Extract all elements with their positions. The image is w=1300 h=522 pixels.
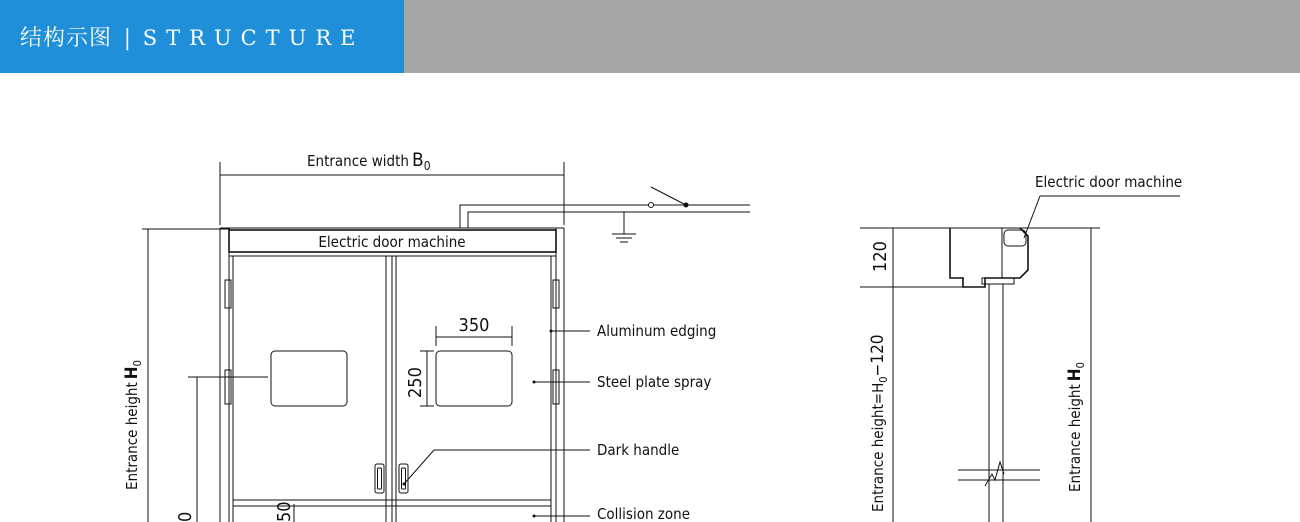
- window-left: [271, 351, 347, 406]
- side-inner-height-label: Entrance $height=H_0-120$: [868, 334, 890, 512]
- hinge-left-top: [225, 280, 231, 308]
- callout-dot-collision: [533, 515, 536, 518]
- hinge-left-mid: [225, 370, 231, 404]
- switch-contact: [649, 203, 654, 208]
- callout-dot-steel: [533, 381, 536, 384]
- height-dimension-label: Entrance heightH$_0$: [122, 360, 144, 490]
- power-wire-inner: [468, 212, 750, 228]
- window-width-value: 350: [458, 315, 490, 336]
- callout-dot-aluminum: [550, 330, 553, 333]
- callout-dot-handle: [403, 483, 406, 486]
- header-separator: |: [124, 26, 131, 51]
- header-title-en: STRUCTURE: [142, 26, 365, 50]
- callout-collision-zone: Collision zone: [597, 505, 691, 522]
- switch-node: [684, 203, 689, 208]
- window-height-value: 250: [405, 367, 426, 398]
- window-sill-value: 0: [175, 511, 196, 522]
- power-wire-outer: [460, 205, 750, 228]
- callout-aluminum-edging: Aluminum edging: [597, 322, 717, 340]
- window-right: [436, 351, 512, 406]
- side-machine-cover: [1004, 230, 1026, 246]
- handle-left-inner: [378, 468, 382, 489]
- collision-height-value: 50: [274, 501, 295, 522]
- side-rail: [982, 278, 1014, 284]
- switch-lever: [651, 187, 686, 205]
- front-view: [122, 149, 750, 522]
- header-title-zh: 结构示图: [20, 26, 113, 51]
- handle-right-inner: [402, 468, 406, 489]
- side-machine-leader: [1024, 196, 1040, 238]
- callout-line-handle: [404, 450, 590, 484]
- width-dimension-label: Entrance width $B_0$: [307, 149, 431, 173]
- side-view: [860, 173, 1182, 522]
- side-machine-label: Electric door machine: [1035, 173, 1183, 191]
- side-machine-height-value: 120: [870, 241, 891, 272]
- break-zigzag: [985, 462, 1004, 486]
- side-total-height-label: Entrance heightH$_0$: [1065, 362, 1087, 492]
- callout-steel-plate-spray: Steel plate spray: [597, 373, 712, 391]
- door-machine-label: Electric door machine: [318, 233, 466, 251]
- callout-dark-handle: Dark handle: [597, 441, 680, 459]
